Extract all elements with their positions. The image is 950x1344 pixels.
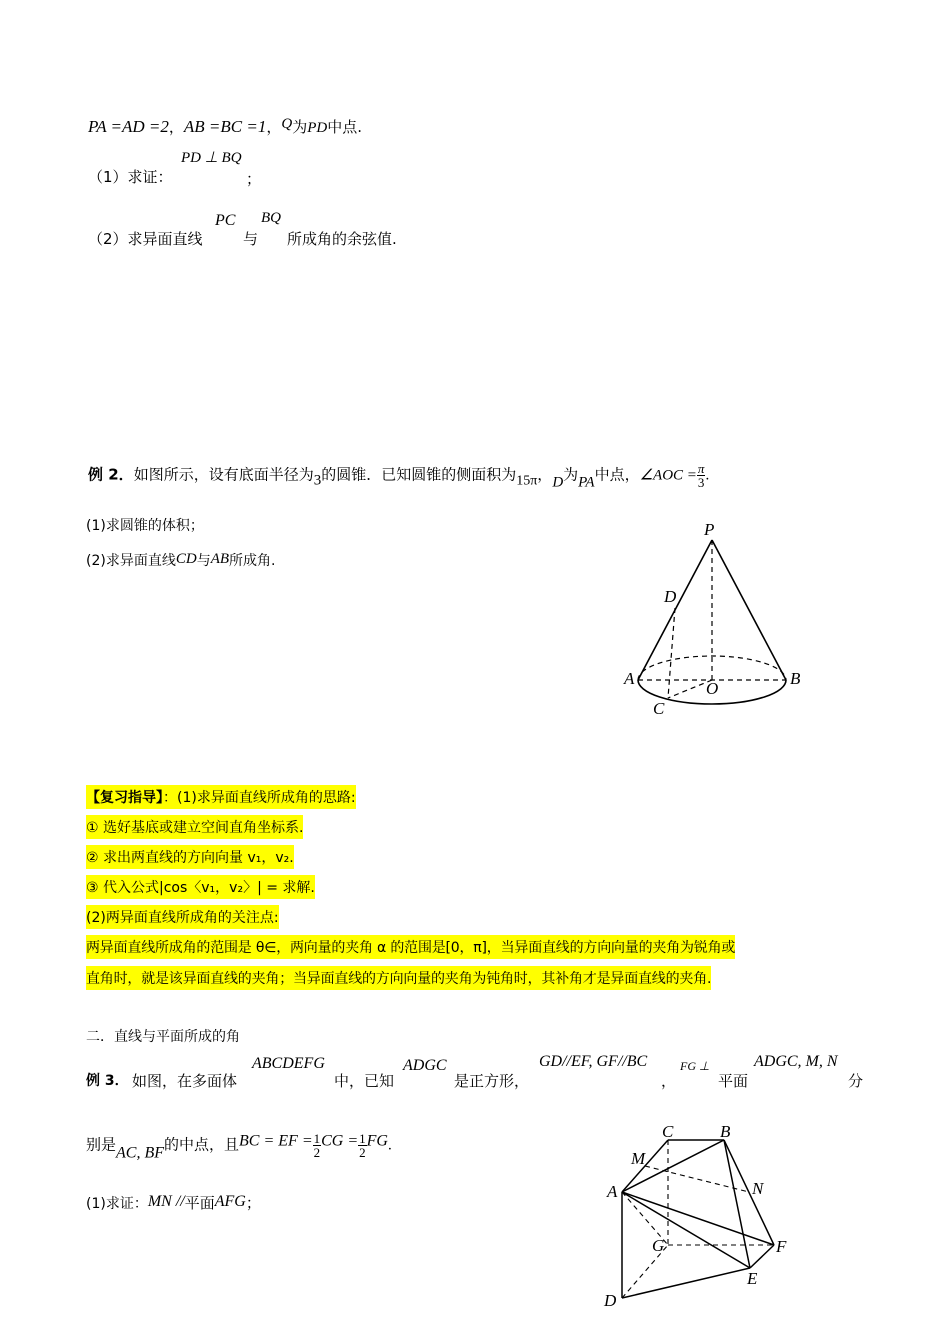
example2-label: 例 2 (88, 465, 119, 484)
cone-label-c: C (653, 699, 665, 718)
poly-label-g: G (652, 1236, 665, 1255)
problem1-given: PA =AD =2，AB =BC =1，Q为PD中点. (88, 116, 362, 136)
example3-poly: ABCDEFG (252, 1055, 325, 1072)
example3-square: ADGC (403, 1057, 447, 1074)
cone-figure (618, 518, 818, 723)
poly-label-b: B (720, 1122, 731, 1141)
edge-bf (724, 1140, 774, 1245)
problem1-part1-label: （1）求证： (88, 168, 173, 186)
cone-label-o: O (706, 679, 719, 698)
cone-label-p: P (704, 520, 715, 539)
example3-q1: (1)求证：MN //平面AFG； (86, 1193, 261, 1212)
example3-text-a: 如图，在多面体 (132, 1072, 238, 1090)
problem1-part2-pc: PC (215, 212, 236, 229)
poly-label-c: C (662, 1122, 674, 1141)
edge-mn (645, 1166, 749, 1192)
example2-statement: 例 2．如图所示，设有底面半径为3的圆锥．已知圆锥的侧面积为15π，D为PA中点，∠AOC = $\frac{\pi}{3}$ . (88, 461, 710, 491)
example2-radius: 3 (313, 472, 322, 489)
example3-perp: FG ⊥ (680, 1059, 710, 1073)
cone-label-b: B (790, 669, 801, 688)
example2-q2: (2)求异面直线CD与AB所成角. (86, 551, 276, 569)
review-line-1: 【复习指导】：(1)求异面直线所成角的思路: (86, 785, 356, 809)
problem1-part1-end: ； (246, 170, 262, 188)
example3-line2: 别是AC, BF的中点，且BC = EF = $\frac{1}{2}$ CG = $\frac{1}{2}$ FG. (86, 1131, 392, 1162)
review-line-3: ② 求出两直线的方向向量 v₁，v₂. (86, 845, 294, 869)
cone-label-d: D (664, 587, 677, 606)
problem1-part2-with: 与 (243, 230, 259, 248)
example3-fen: 分 (848, 1072, 864, 1090)
review-line-2: ① 选好基底或建立空间直角坐标系. (86, 815, 303, 839)
problem1-part2-end: 所成角的余弦值. (287, 230, 397, 248)
example3-label: 例 3． (86, 1073, 129, 1089)
poly-label-a: A (607, 1182, 618, 1201)
example2-fraction: $\frac{\pi}{3}$ (697, 461, 705, 490)
problem1-part1-math: PD ⊥ BQ (181, 150, 242, 166)
section2-heading: 二．直线与平面所成的角 (86, 1029, 240, 1045)
review-line-4: ③ 代入公式|cos〈v₁，v₂〉| = 求解. (86, 875, 315, 899)
review-title: 【复习指导】 (86, 790, 163, 806)
example3-parallel: GD//EF, GF//BC (539, 1053, 648, 1070)
example3-text-b: 中，已知 (334, 1072, 395, 1090)
given-math-2: AB =BC =1 (183, 117, 267, 136)
example2-q1: (1)求圆锥的体积； (86, 518, 204, 534)
example3-comma: ， (661, 1072, 677, 1090)
example3-plane-name: ADGC, M, N (754, 1053, 838, 1070)
edge-be (724, 1140, 750, 1268)
poly-label-m: M (631, 1149, 646, 1168)
problem1-part2-bq: BQ (261, 210, 281, 226)
poly-label-e: E (747, 1269, 758, 1288)
poly-label-d: D (604, 1291, 617, 1310)
review-line-5: (2)两异面直线所成角的关注点: (86, 905, 279, 929)
given-math-1: PA =AD =2 (88, 117, 169, 136)
review-line-6: 两异面直线所成角的范围是 θ∈，两向量的夹角 α 的范围是[0，π]，当异面直线的方向向量的夹角为锐角或 (86, 935, 735, 959)
poly-label-f: F (776, 1237, 787, 1256)
edge-ef (750, 1245, 774, 1268)
example2-angle: ∠AOC = (639, 467, 697, 484)
example3-text-c: 是正方形， (454, 1072, 530, 1090)
edge-de (622, 1268, 750, 1298)
example3-plane: 平面 (718, 1072, 749, 1090)
problem1-part2-label: （2）求异面直线 (88, 230, 203, 248)
polyhedron-figure (598, 1118, 798, 1314)
example2-area: 15π (516, 473, 538, 489)
poly-label-n: N (752, 1179, 764, 1198)
review-line-7: 直角时，就是该异面直线的夹角；当异面直线的方向向量的夹角为钝角时，其补角才是异面直线的夹角. (86, 966, 711, 990)
cone-label-a: A (624, 669, 635, 688)
